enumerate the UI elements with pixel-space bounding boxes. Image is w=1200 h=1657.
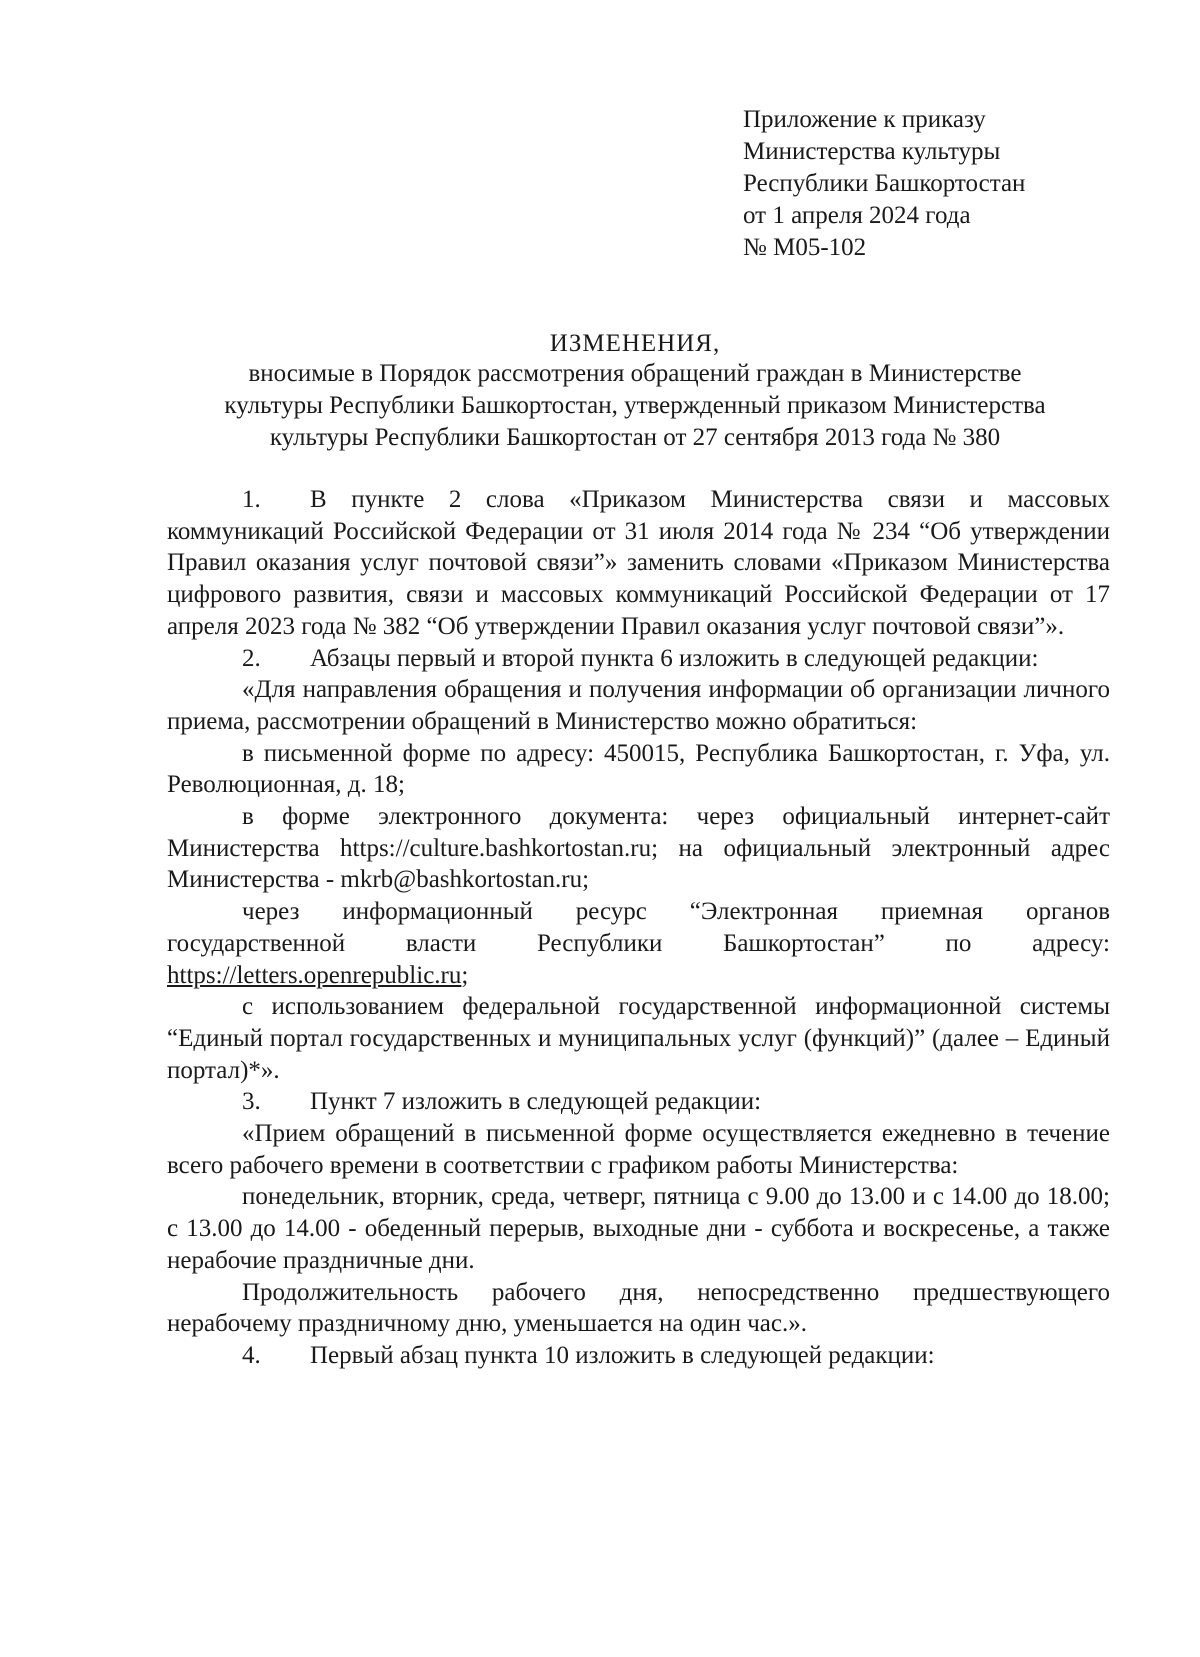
paragraph-text: через информационный ресурс “Электронная приемная органов государственной власти Республики Башкортостан” по адресу: [167,898,1110,957]
item-number: 1. [242,486,261,513]
paragraph-text: Пункт 7 изложить в следующей редакции: [310,1088,762,1116]
appendix-line: Приложение к приказу [743,106,986,133]
appendix-header [743,104,1025,264]
paragraph: «Для направления обращения и получения информации об организации личного приема, рассмотрении обращений в Министерство можно обратиться: [167,676,1110,735]
numbered-paragraph [167,1340,1110,1372]
document-body [167,484,1110,1372]
numbered-paragraph [167,1086,1110,1118]
paragraph: Продолжительность рабочего дня, непосредственно предшествующего нерабочему праздничному дню, уменьшается на один час.». [167,1278,1110,1338]
appendix-number: № М05-102 [743,234,867,261]
appendix-date: от 1 апреля 2024 года [743,202,971,229]
item-number: 2. [242,644,261,672]
appendix-line: Республики Башкортостан [743,170,1026,197]
subtitle-line: культуры Республики Башкортостан от 27 сентября 2013 года № 380 [269,424,1001,451]
paragraph: с использованием федеральной государственной информационной системы “Единый портал государственных и муниципальных услуг (функций)” (далее – Единый портал)*». [167,993,1110,1084]
letters-link[interactable]: https://letters.openrepublic.ru [167,961,462,989]
numbered-paragraph [167,643,1110,675]
paragraph-text: Первый абзац пункта 10 изложить в следующей редакции: [310,1341,935,1369]
item-number: 4. [242,1341,261,1369]
paragraph [167,896,1110,991]
paragraph: «Прием обращений в письменной форме осуществляется ежедневно в течение всего рабочего времени в соответствии с графиком работы Министерства: [167,1120,1110,1179]
subtitle-line: культуры Республики Башкортостан, утвержденный приказом Министерства [224,392,1046,419]
paragraph-text: Абзацы первый и второй пункта 6 изложить в следующей редакции: [310,644,1039,672]
subtitle-line: вносимые в Порядок рассмотрения обращений граждан в Министерстве [248,360,1022,387]
document-subtitle [150,358,1120,454]
paragraph: понедельник, вторник, среда, четверг, пятница с 9.00 до 13.00 и с 14.00 до 18.00; с 13.00 до 14.00 - обеденный перерыв, выходные дни - суббота и воскресенье, а также нерабочие праздничные дни. [167,1183,1110,1274]
document-title: ИЗМЕНЕНИЯ, [549,330,721,357]
paragraph: в форме электронного документа: через официальный интернет-сайт Министерства https://culture.bashkortostan.ru; на официальный электронный адрес Министерства - mkrb@bashkortostan.ru; [167,803,1110,894]
paragraph-text: В пункте 2 слова «Приказом Министерства связи и массовых коммуникаций Российской Федерации от 31 июля 2014 года № 234 “Об утверждении Правил оказания услуг почтовой связи”» заменить словами «Приказом Министерства цифрового развития, связи и массовых коммуникаций Российской Федерации от 17 апреля 2023 года № 382 “Об утверждении Правил оказания услуг почтовой связи”». [167,486,1110,640]
paragraph: в письменной форме по адресу: 450015, Республика Башкортостан, г. Уфа, ул. Революционная, д. 18; [167,739,1110,799]
item-number: 3. [242,1088,261,1116]
paragraph-text: ; [461,961,469,989]
appendix-line: Министерства культуры [743,138,1001,165]
numbered-paragraph [167,484,1110,643]
